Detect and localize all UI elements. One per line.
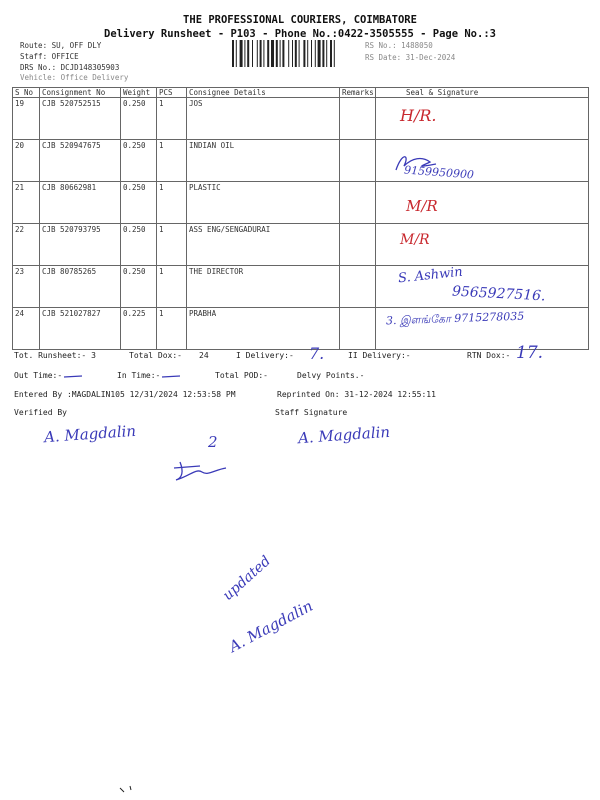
table-row	[13, 224, 589, 266]
cell-weight: 0.250	[121, 266, 157, 308]
cell-consignment: CJB 520752515	[40, 98, 121, 140]
col-pcs-header: PCS	[157, 88, 187, 98]
cell-remarks	[340, 140, 376, 182]
rtn-dox-label: RTN Dox:-	[467, 351, 511, 360]
signature-row-24: 3. இளங்கோ 9715278035	[385, 309, 525, 328]
reprinted-on: Reprinted On: 31-12-2024 12:55:11	[277, 390, 436, 399]
i-delivery-handwritten: 7.	[309, 344, 325, 363]
cell-consignee: PRABHA	[187, 308, 340, 350]
cell-consignee: THE DIRECTOR	[187, 266, 340, 308]
cell-consignee: ASS ENG/SENGADURAI	[187, 224, 340, 266]
updated-note-signature: A. Magdalin	[226, 596, 316, 656]
cell-remarks	[340, 182, 376, 224]
cell-pcs: 1	[157, 224, 187, 266]
drs-number: DRS No.: DCJD148305903	[20, 63, 120, 72]
signature-row-21: M/R	[406, 197, 438, 215]
table-header-row	[13, 88, 589, 98]
staff-signature-label: Staff Signature	[275, 408, 348, 417]
delvy-points-label: Delvy Points.-	[297, 371, 365, 380]
cell-remarks	[340, 266, 376, 308]
count-mark: 2	[208, 433, 218, 451]
cell-consignment: CJB 80662981	[40, 182, 121, 224]
cell-sno: 23	[13, 266, 40, 308]
entered-by: Entered By :MAGDALIN105 12/31/2024 12:53:58 PM	[14, 390, 236, 399]
rtn-dox-handwritten: 17.	[516, 343, 544, 363]
cell-consignment: CJB 520793795	[40, 224, 121, 266]
cell-pcs: 1	[157, 308, 187, 350]
out-time-label: Out Time:-	[14, 371, 63, 380]
cell-consignee: PLASTIC	[187, 182, 340, 224]
cell-consignment: CJB 80785265	[40, 266, 121, 308]
dash-mark-icon	[62, 372, 86, 380]
cell-consignee: INDIAN OIL	[187, 140, 340, 182]
cell-pcs: 1	[157, 98, 187, 140]
cell-weight: 0.250	[121, 224, 157, 266]
cell-sno: 21	[13, 182, 40, 224]
signature-row-23-name: S. Ashwin	[397, 264, 464, 287]
runsheet-subtitle: Delivery Runsheet - P103 - Phone No.:0422-3505555 - Page No.:3	[104, 28, 496, 40]
in-time-label: In Time:-	[117, 371, 161, 380]
rs-number: RS No.: 1488050	[365, 41, 433, 50]
staff-signature: A. Magdalin	[297, 422, 391, 448]
cell-pcs: 1	[157, 266, 187, 308]
col-signature-header: Seal & Signature	[376, 88, 589, 98]
dash-mark-icon	[160, 372, 184, 380]
cell-weight: 0.250	[121, 140, 157, 182]
signature-row-23-phone: 9565927516.	[451, 283, 546, 305]
ink-mark-icon	[118, 784, 138, 794]
company-title: THE PROFESSIONAL COURIERS, COIMBATORE	[183, 14, 417, 26]
staff-label: Staff: OFFICE	[20, 52, 79, 61]
cell-remarks	[340, 224, 376, 266]
i-delivery-label: I Delivery:-	[236, 351, 294, 360]
verified-by-label: Verified By	[14, 408, 67, 417]
cell-weight: 0.250	[121, 98, 157, 140]
signature-row-22: M/R	[400, 232, 430, 248]
total-dox-label: Total Dox:-	[129, 351, 182, 360]
tot-runsheet: Tot. Runsheet:- 3	[14, 351, 96, 360]
col-weight-header: Weight	[121, 88, 157, 98]
total-dox-value: 24	[199, 351, 209, 360]
cell-weight: 0.250	[121, 182, 157, 224]
cell-sno: 19	[13, 98, 40, 140]
cell-pcs: 1	[157, 140, 187, 182]
signature-row-20-phone: 9159950900	[403, 163, 475, 182]
signature-row-19: H/R.	[400, 106, 437, 125]
verified-signature: A. Magdalin	[43, 421, 137, 447]
col-consignment-header: Consignment No	[40, 88, 121, 98]
table-row	[13, 182, 589, 224]
col-consignee-header: Consignee Details	[187, 88, 340, 98]
cell-remarks	[340, 98, 376, 140]
cell-consignment: CJB 521027827	[40, 308, 121, 350]
cell-weight: 0.225	[121, 308, 157, 350]
barcode-icon	[232, 40, 357, 67]
col-sno-header: S No	[13, 88, 40, 98]
table-row	[13, 140, 589, 182]
ii-delivery-label: II Delivery:-	[348, 351, 411, 360]
cell-sno: 20	[13, 140, 40, 182]
initials-scribble-icon	[170, 458, 230, 484]
cell-sno: 24	[13, 308, 40, 350]
col-remarks-header: Remarks	[340, 88, 376, 98]
cell-consignment: CJB 520947675	[40, 140, 121, 182]
total-pod-label: Total POD:-	[215, 371, 268, 380]
rs-date: RS Date: 31-Dec-2024	[365, 53, 456, 62]
cell-sno: 22	[13, 224, 40, 266]
cell-consignee: JOS	[187, 98, 340, 140]
route-label: Route: SU, OFF DLY	[20, 41, 102, 50]
cell-remarks	[340, 308, 376, 350]
updated-note: updated	[220, 553, 274, 604]
vehicle-label: Vehicle: Office Delivery	[20, 73, 129, 82]
cell-pcs: 1	[157, 182, 187, 224]
table-row	[13, 98, 589, 140]
